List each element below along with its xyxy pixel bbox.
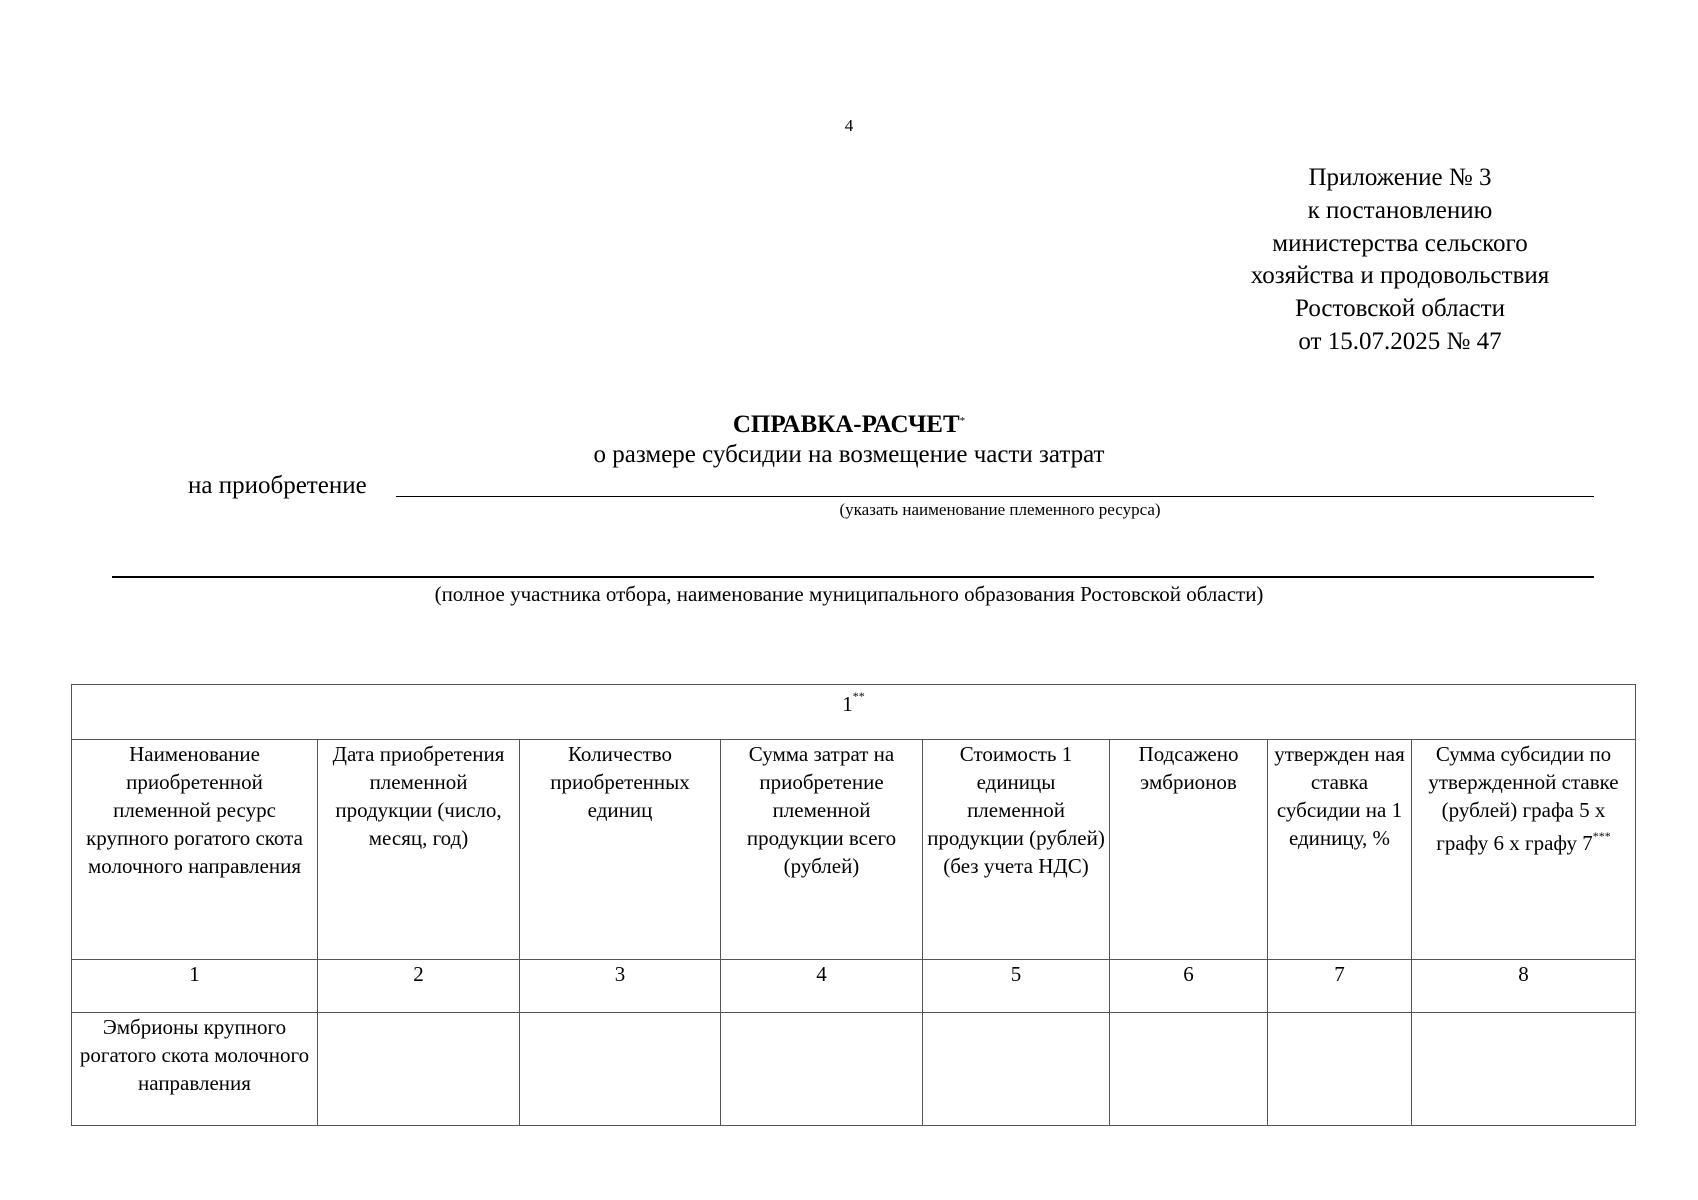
table-top-row [72, 685, 1636, 740]
acquisition-label: на приобретение [188, 472, 367, 499]
table-cell [1110, 1013, 1268, 1126]
column-number: 8 [1412, 960, 1636, 1013]
column-number: 5 [923, 960, 1110, 1013]
appendix-line: от 15.07.2025 № 47 [1298, 327, 1502, 355]
title-block [0, 410, 1698, 470]
table-header-row [72, 740, 1636, 960]
participant-hint: (полное участника отбора, наименование муниципального образования Ростовской области) [434, 582, 1264, 606]
column-header: Дата приобретения племенной продукции (число, месяц, год) [318, 740, 520, 960]
resource-blank-line [396, 496, 1594, 497]
table-cell [1412, 1013, 1636, 1126]
column-number: 1 [72, 960, 318, 1013]
table-cell [520, 1013, 721, 1126]
page-number: 4 [844, 116, 854, 135]
footnote-marker: *** [1592, 829, 1611, 843]
column-number: 3 [520, 960, 721, 1013]
appendix-line: хозяйства и продовольствия [1250, 262, 1550, 290]
appendix-line: министерства сельского [1272, 229, 1528, 257]
column-header: Подсажено эмбрионов [1110, 740, 1268, 960]
table-cell: Эмбрионы крупного рогатого скота молочного направления [72, 1013, 318, 1126]
resource-hint: (указать наименование племенного ресурса) [839, 500, 1161, 519]
column-number: 6 [1110, 960, 1268, 1013]
appendix-line: Ростовской области [1295, 295, 1505, 323]
appendix-line: к постановлению [1307, 196, 1493, 224]
document-title [0, 410, 1698, 440]
column-number: 7 [1268, 960, 1412, 1013]
column-header: Стоимость 1 единицы племенной продукции (рублей) (без учета НДС) [923, 740, 1110, 960]
column-number: 2 [318, 960, 520, 1013]
footnote-marker: ** [852, 689, 865, 703]
table-cell [318, 1013, 520, 1126]
table-row [72, 1013, 1636, 1126]
table-cell [721, 1013, 923, 1126]
column-number: 4 [721, 960, 923, 1013]
table-top-number: 1 [842, 692, 853, 716]
document-title-text: СПРАВКА-РАСЧЕТ [732, 411, 960, 438]
column-header: Наименование приобретенной племенной ресурс крупного рогатого скота молочного направления [72, 740, 318, 960]
table-cell [1268, 1013, 1412, 1126]
participant-blank-line [112, 576, 1594, 578]
column-header [1412, 740, 1636, 960]
appendix-block [1180, 162, 1620, 359]
acquisition-line [188, 470, 1594, 500]
appendix-line: Приложение № 3 [1308, 164, 1492, 191]
calculation-table [71, 684, 1636, 1126]
document-subtitle: о размере субсидии на возмещение части затрат [593, 441, 1105, 468]
table-top-cell [72, 685, 1636, 740]
footnote-marker: * [959, 415, 966, 427]
column-number-row [72, 960, 1636, 1013]
column-header-text: Сумма субсидии по утвержденной ставке (рублей) графа 5 х графу 6 х графу 7 [1428, 742, 1619, 855]
column-header: утвержден ная ставка субсидии на 1 единицу, % [1268, 740, 1412, 960]
column-header: Количество приобретенных единиц [520, 740, 721, 960]
column-header: Сумма затрат на приобретение племенной продукции всего (рублей) [721, 740, 923, 960]
table-cell [923, 1013, 1110, 1126]
